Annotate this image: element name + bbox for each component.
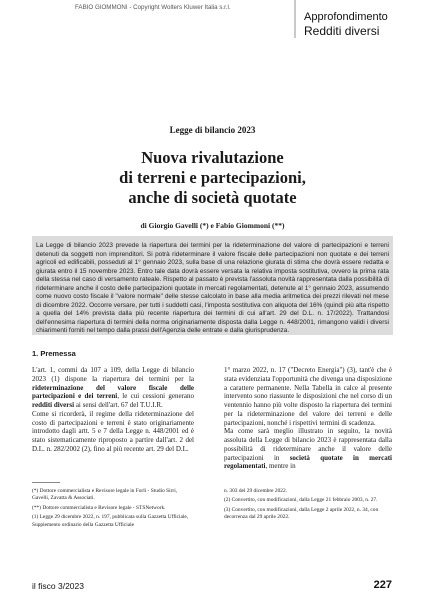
section-label: [294, 0, 425, 38]
footnote: (1) Legge 29 dicembre 2022, n. 197, pubblicata sulla Gazzetta Ufficiale, Supplemento ordinario della Gazzetta Ufficiale: [32, 514, 189, 528]
article-title: [0, 148, 425, 208]
title-line: di terreni e partecipazioni,: [119, 168, 306, 187]
body-paragraph: L'art. 1, commi da 107 a 109, della Legge di bilancio 2023 (1) dispone la riapertura dei termini per la rideterminazione del valore fiscale delle partecipazioni e dei terreni, le cui cessioni generano redditi diversi ai sensi dell'art. 67 del T.U.I.R.: [32, 366, 194, 409]
footnote: (**) Dottore commercialista e Revisore legale - STSNetwork.: [32, 504, 166, 511]
body-paragraph: 1° marzo 2022, n. 17 ("Decreto Energia") (3), tant'è che è stata evidenziata l'opportunità che divenga una disposizione a carattere permanente. Nella Tabella in calce al presente intervento sono riassunte le disposizioni che nel corso di un ventennio hanno più volte disposto la riapertura dei termini per la rideterminazione del valore dei terreni e delle partecipazioni, nonché i rispettivi termini di scadenza.: [224, 366, 392, 427]
footnote: n. 303 del 29 dicembre 2022.: [224, 488, 288, 494]
body-column-left: [32, 366, 194, 454]
title-line: Nuova rivalutazione: [141, 148, 284, 167]
article-abstract: La Legge di bilancio 2023 prevede la riapertura dei termini per la rideterminazione del valore di partecipazioni e terreni detenuti da soggetti non imprenditori. Si potrà rideterminare il valore fiscale delle partecipazioni non quotate e dei terreni agricoli ed edificabili, posseduti al 1° gennaio 2023, sulla base di una relazione giurata di stima che dovrà essere redatta e giurata entro il 15 novembre 2023. Entro tale data dovrà essere versata la relativa imposta sostitutiva, ovvero la prima rata della stessa nel caso di versamento rateale. Rispetto al passato è prevista l'assoluta novità rappresentata dalla possibilità di rideterminare anche il costo delle partecipazioni quotate in mercati regolamentati, detenute al 1° gennaio 2023, assumendo come nuovo costo fiscale il "valore normale" delle stesse calcolato in base alla media aritmetica dei prezzi rilevati nel mese di dicembre 2022. Occorre versare, per tutti i suddetti casi, l'imposta sostitutiva con aliquota del 16% (quindi più alta rispetto a quella del 14% prevista dalla più recente riapertura dei termini di cui all'art. 29 del D.L. n. 17/2022). Trattandosi dell'ennesima riapertura di termini della norma originariamente disposta dalla Legge n. 448/2001, rimangono validi i diversi chiarimenti forniti nel tempo dalla prassi dell'Agenzia delle entrate e dalla giurisprudenza.: [32, 236, 393, 335]
section-heading: 1. Premessa: [32, 349, 76, 358]
article-authors: di Giorgio Gavelli (*) e Fabio Giommoni (**): [140, 221, 285, 230]
copyright-notice: FABIO GIOMMONI - Copyright Wolters Kluwer Italia s.r.l.: [75, 4, 231, 11]
title-line: anche di società quotate: [128, 188, 297, 207]
page-number: 227: [373, 579, 392, 591]
footnote: (2) Convertito, con modificazioni, dalla Legge 21 febbraio 2003, n. 27.: [224, 497, 378, 504]
article-kicker: Legge di bilancio 2023: [169, 125, 256, 135]
footnotes-left: [32, 488, 192, 531]
footnote: (3) Convertito, con modificazioni, dalla Legge 2 aprile 2022, n. 34, con decorrenza dal 29 aprile 2022.: [224, 506, 379, 521]
page-header: [0, 0, 425, 40]
body-column-right: [224, 366, 392, 471]
footnote-divider: [32, 482, 60, 483]
body-paragraph: Come si ricorderà, il regime della rideterminazione del costo di partecipazioni e terreni è stato originariamente introdotto dagli artt. 5 e 7 della Legge n. 448/2001 ed è stato sistematicamente riproposto a partire dall'art. 2 del D.L. n. 282/2002 (2), fino al più recente art. 29 del D.L.: [32, 409, 194, 453]
footnotes-right: [224, 488, 392, 524]
publication-name: il fisco 3/2023: [32, 581, 84, 591]
section-topic: Redditi diversi: [304, 24, 380, 38]
body-paragraph: Ma come sarà meglio illustrato in seguito, la novità assoluta della Legge di bilancio 2023 è rappresentata dalla possibilità di rideterminare anche il valore delle partecipazioni in società quotate in mercati regolamentati, mentre in: [224, 427, 392, 471]
section-type: Approfondimento: [304, 11, 388, 23]
footnote: (*) Dottore commercialista e Revisore legale in Forlì - Studio Sirri, Gavelli, Zavatta & Associati.: [32, 488, 178, 502]
